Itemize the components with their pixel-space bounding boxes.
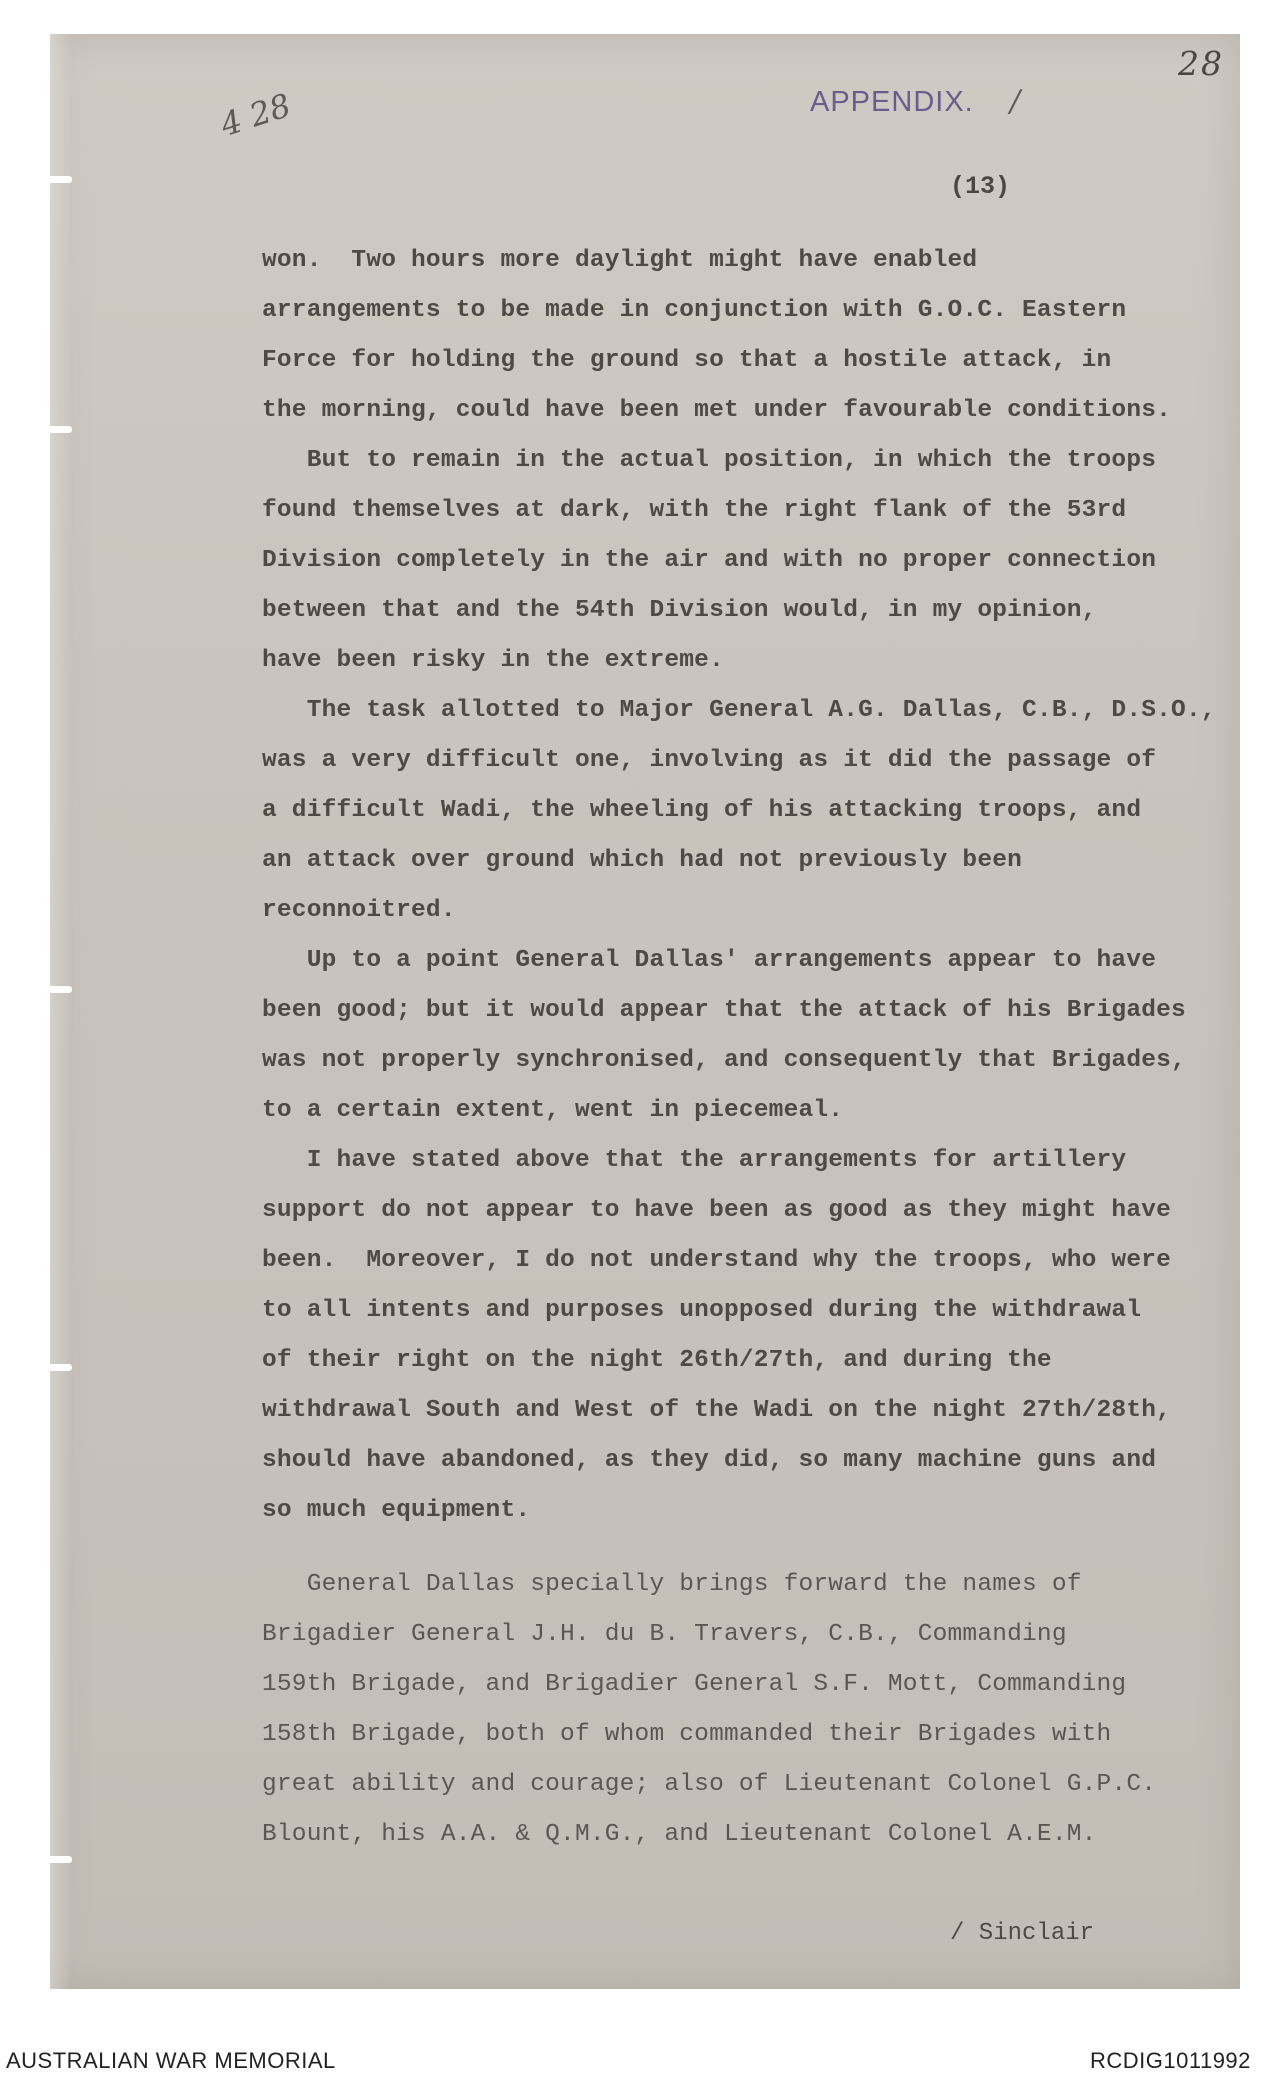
body-line: arrangements to be made in conjunction with G.O.C. Eastern	[262, 297, 1127, 324]
pencil-note: 4 28	[215, 85, 296, 145]
body-line: Division completely in the air and with no proper connection	[262, 547, 1157, 574]
body-line: support do not appear to have been as good as they might have	[262, 1197, 1172, 1224]
body-line: won. Two hours more daylight might have enabled	[262, 247, 978, 274]
body-line: to a certain extent, went in piecemeal.	[262, 1097, 844, 1124]
punch-hole	[46, 176, 72, 183]
body-line: been good; but it would appear that the attack of his Brigades	[262, 997, 1186, 1024]
body-line: 158th Brigade, both of whom commanded their Brigades with	[262, 1721, 1112, 1748]
body-line: found themselves at dark, with the right flank of the 53rd	[262, 497, 1127, 524]
body-line: I have stated above that the arrangements for artillery	[262, 1147, 1127, 1174]
punch-hole	[46, 1856, 72, 1863]
body-line: was a very difficult one, involving as it did the passage of	[262, 747, 1157, 774]
body-line: But to remain in the actual position, in which the troops	[262, 447, 1157, 474]
body-line: of their right on the night 26th/27th, and during the	[262, 1347, 1052, 1374]
footer-archive-name: AUSTRALIAN WAR MEMORIAL	[6, 2048, 336, 2073]
punch-hole	[46, 426, 72, 433]
body-line: reconnoitred.	[262, 897, 456, 924]
body-line: so much equipment.	[262, 1497, 531, 1524]
body-line: withdrawal South and West of the Wadi on the night 27th/28th,	[262, 1397, 1172, 1424]
document-body	[262, 236, 1222, 1860]
punch-hole	[46, 986, 72, 993]
page-number: (13)	[950, 172, 1011, 201]
catchword-signoff: / Sinclair	[950, 1920, 1095, 1947]
body-line: a difficult Wadi, the wheeling of his attacking troops, and	[262, 797, 1142, 824]
body-line: Up to a point General Dallas' arrangements appear to have	[262, 947, 1157, 974]
body-line: the morning, could have been met under favourable conditions.	[262, 397, 1172, 424]
footer-record-id: RCDIG1011992	[1090, 2048, 1251, 2073]
body-line: should have abandoned, as they did, so many machine guns and	[262, 1447, 1157, 1474]
body-line: have been risky in the extreme.	[262, 647, 724, 674]
folio-number: 28	[1178, 44, 1224, 83]
body-line: 159th Brigade, and Brigadier General S.F. Mott, Commanding	[262, 1671, 1127, 1698]
body-line: Force for holding the ground so that a hostile attack, in	[262, 347, 1112, 374]
body-line: The task allotted to Major General A.G. Dallas, C.B., D.S.O.,	[262, 697, 1216, 724]
body-line: Blount, his A.A. & Q.M.G., and Lieutenant Colonel A.E.M.	[262, 1821, 1097, 1848]
punch-hole	[46, 1364, 72, 1371]
body-line: General Dallas specially brings forward the names of	[262, 1571, 1082, 1598]
appendix-stamp-number: /	[1010, 84, 1021, 119]
body-line: an attack over ground which had not previously been	[262, 847, 1023, 874]
appendix-stamp: APPENDIX.	[810, 86, 974, 118]
body-line: was not properly synchronised, and consequently that Brigades,	[262, 1047, 1186, 1074]
body-line: Brigadier General J.H. du B. Travers, C.B., Commanding	[262, 1621, 1067, 1648]
body-line: great ability and courage; also of Lieutenant Colonel G.P.C.	[262, 1771, 1157, 1798]
body-line: been. Moreover, I do not understand why the troops, who were	[262, 1247, 1172, 1274]
body-line: between that and the 54th Division would, in my opinion,	[262, 597, 1097, 624]
body-line: to all intents and purposes unopposed during the withdrawal	[262, 1297, 1142, 1324]
